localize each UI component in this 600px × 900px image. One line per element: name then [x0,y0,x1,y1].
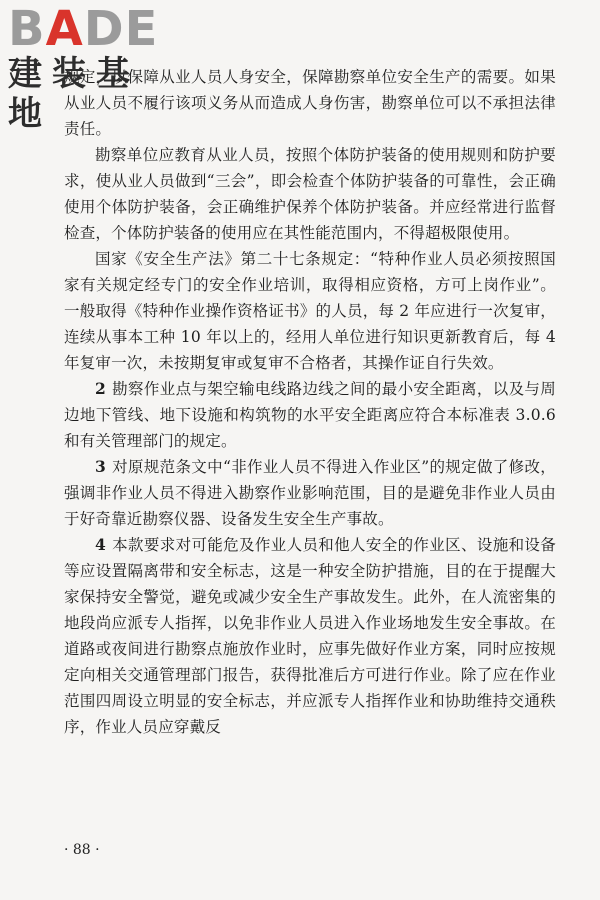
bade-watermark-logo [8,1,178,134]
page-number: · 88 · [64,842,100,858]
paragraph-item-4: 4 本款要求对可能危及作业人员和他人安全的作业区、设施和设备等应设置隔离带和安全标志，这是一种安全防护措施，目的在于提醒大家保持安全警觉，避免或减少安全生产事故发生。此外，在人流密集的地段尚应派专人指挥，以免非作业人员进入作业场地发生安全事故。在道路或夜间进行勘察点施放作业时，应事先做好作业方案，同时应按规定向相关交通管理部门报告，获得批准后方可进行作业。除了应在作业范围四周设立明显的安全标志，并应派专人指挥作业和协助维持交通秩序，作业人员应穿戴反 [64,535,556,736]
paragraph-protective-equipment: 勘察单位应教育从业人员，按照个体防护装备的使用规则和防护要求，使从业人员做到“三会”，即会检查个体防护装备的可靠性，会正确使用个体防护装备，会正确维护保养个体防护装备。并应经常进行监督检查，个体防护装备的使用应在其性能范围内，不得超极限使用。 [64,146,556,242]
paragraph-continuation: 规定，以保障从业人员人身安全，保障勘察单位安全生产的需要。如果从业人员不履行该项义务从而造成人身伤害，勘察单位可以不承担法律责任。 [64,68,556,138]
watermark-cjk-text: 建装基地 [8,54,140,134]
item-number: 4 [95,535,106,554]
paragraph-safety-law: 国家《安全生产法》第二十七条规定：“特种作业人员必须按照国家有关规定经专门的安全作业培训，取得相应资格，方可上岗作业”。一般取得《特种作业操作资格证书》的人员，每 2 年应进行一次复审，连续从事本工种 10 年以上的，经用人单位进行知识更新教育后，每 4 年复审一次，未按期复审或复审不合格者，其操作证自行失效。 [64,250,556,372]
watermark-latin-text: BADE [8,1,159,57]
item-number: 2 [95,379,106,398]
watermark-accent-letter: A [45,1,84,57]
document-body [64,64,556,740]
paragraph-item-2: 2 勘察作业点与架空输电线路边线之间的最小安全距离，以及与周边地下管线、地下设施和构筑物的水平安全距离应符合本标准表 3.0.6 和有关管理部门的规定。 [64,379,556,450]
item-number: 3 [95,457,106,476]
paragraph-item-3: 3 对原规范条文中“非作业人员不得进入作业区”的规定做了修改，强调非作业人员不得进入勘察作业影响范围，目的是避免非作业人员由于好奇靠近勘察仪器、设备发生安全生产事故。 [64,457,556,528]
